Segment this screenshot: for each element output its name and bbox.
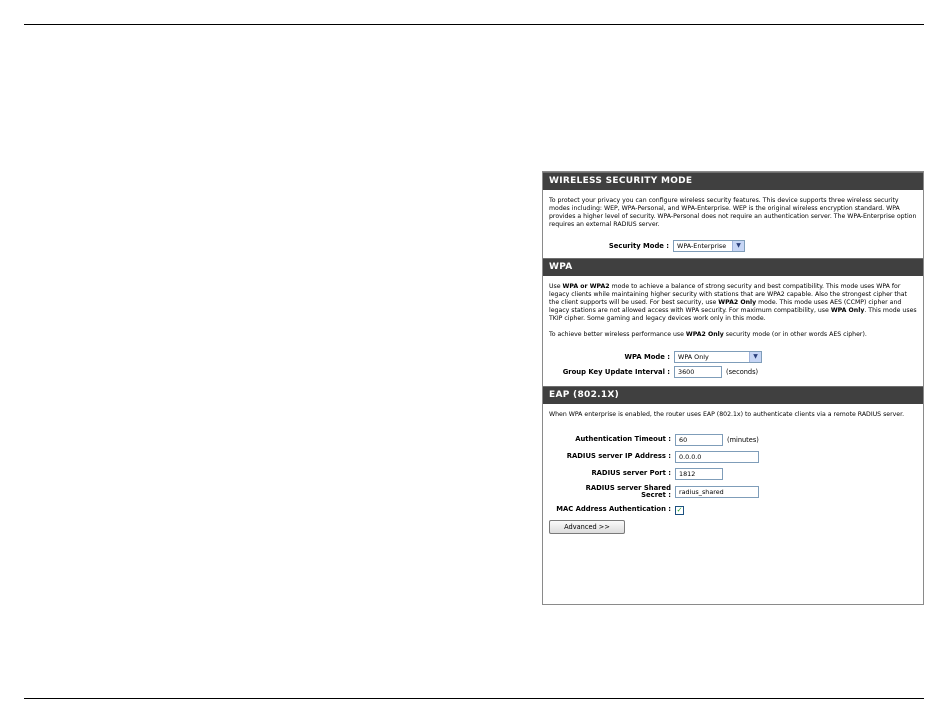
wpa-mode-row xyxy=(549,349,918,364)
wireless-settings-panel xyxy=(542,171,924,605)
wpa-description: Use WPA or WPA2 mode to achieve a balance of strong security and best compatibility. This mode uses WPA for legacy clients while maintaining higher security with stations that are WPA2 capable. Also the strongest cipher that the client supports will be used. For best security, use WPA2 Only mode. This mode uses AES (CCMP) cipher and legacy stations are not allowed access with WPA security. For maximum compatibility, use WPA Only. This mode uses TKIP cipher. Some gaming and legacy devices work only in this mode. xyxy=(549,283,917,322)
mac-auth-checkbox[interactable] xyxy=(675,506,684,515)
wireless-security-mode-header: WIRELESS SECURITY MODE xyxy=(543,172,923,190)
wireless-security-description: To protect your privacy you can configure wireless security features. This device supports three wireless security modes including: WEP, WPA-Personal, and WPA-Enterprise. WEP is the original wireless encryption standard. WPA provides a higher level of security. WPA-Personal does not require an authentication server. The WPA-Enterprise option requires an external RADIUS server. xyxy=(549,197,917,228)
group-key-unit: (seconds) xyxy=(726,367,759,376)
radius-ip-row xyxy=(549,448,918,465)
eap-description: When WPA enterprise is enabled, the router uses EAP (802.1x) to authenticate clients via a remote RADIUS server. xyxy=(549,411,905,418)
radius-port-row xyxy=(549,465,918,482)
security-mode-value: WPA-Enterprise xyxy=(677,241,727,250)
radius-port-label: RADIUS server Port : xyxy=(591,468,671,477)
auth-timeout-unit: (minutes) xyxy=(727,435,759,444)
wpa-section xyxy=(543,276,923,383)
group-key-label: Group Key Update Interval : xyxy=(562,367,670,376)
wpa-header: WPA xyxy=(543,258,923,276)
radius-secret-row xyxy=(549,482,918,502)
wpa-performance-note: To achieve better wireless performance use WPA2 Only security mode (or in other words AES cipher). xyxy=(549,331,867,338)
wpa-mode-select[interactable] xyxy=(674,351,762,363)
chevron-down-icon: ▼ xyxy=(749,352,761,362)
wpa-mode-value: WPA Only xyxy=(678,352,709,361)
security-mode-row xyxy=(549,238,918,253)
checkmark-icon: ✓ xyxy=(676,505,683,514)
radius-ip-label: RADIUS server IP Address : xyxy=(566,451,671,460)
auth-timeout-label: Authentication Timeout : xyxy=(575,434,671,443)
group-key-row xyxy=(549,364,918,379)
auth-timeout-row xyxy=(549,431,918,448)
advanced-button[interactable]: Advanced >> xyxy=(549,520,625,534)
security-mode-label: Security Mode : xyxy=(608,241,669,250)
wpa-mode-label: WPA Mode : xyxy=(624,352,670,361)
mac-auth-label: MAC Address Authentication : xyxy=(556,505,671,514)
top-rule xyxy=(24,24,924,25)
wireless-security-mode-section xyxy=(543,190,923,257)
auth-timeout-input[interactable]: 60 xyxy=(675,434,723,446)
radius-secret-input[interactable]: radius_shared xyxy=(675,486,759,498)
radius-ip-input[interactable]: 0.0.0.0 xyxy=(675,451,759,463)
group-key-input[interactable]: 3600 xyxy=(674,366,722,378)
mac-auth-row xyxy=(549,502,918,518)
radius-port-input[interactable]: 1812 xyxy=(675,468,723,480)
radius-secret-label: RADIUS server Shared Secret : xyxy=(585,483,671,499)
eap-header: EAP (802.1X) xyxy=(543,386,923,404)
security-mode-select[interactable] xyxy=(673,240,745,252)
bottom-rule xyxy=(24,698,924,699)
chevron-down-icon: ▼ xyxy=(732,241,744,251)
eap-section xyxy=(543,404,923,538)
